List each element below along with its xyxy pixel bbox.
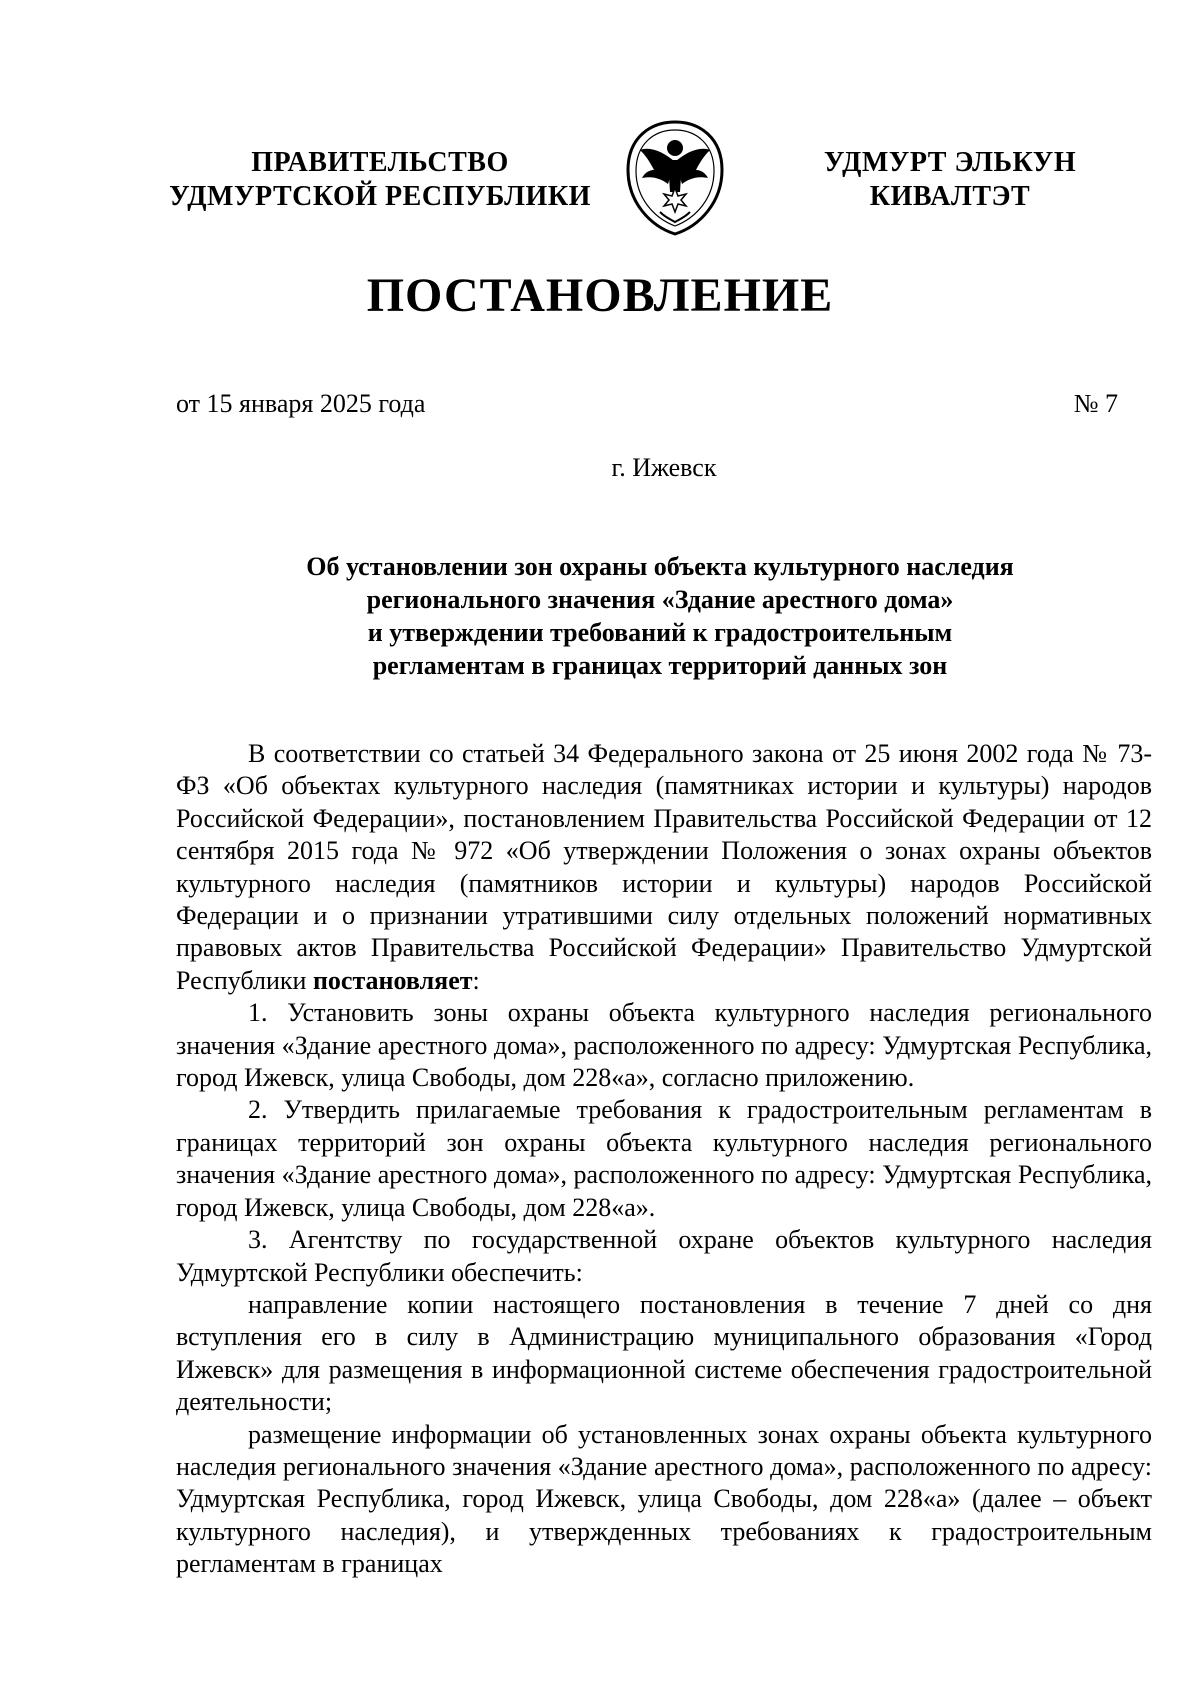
subject-line-3: и утверждении требований к градостроительным bbox=[367, 618, 953, 647]
paragraph-1: 1. Установить зоны охраны объекта культурного наследия регионального значения «Здание арестного дома», расположенного по адресу: Удмуртская Республика, город Ижевск, улица Свободы, дом 228«а», согласно приложению. bbox=[176, 998, 1152, 1093]
preamble-text: В соответствии со статьей 34 Федерального закона от 25 июня 2002 года № 73-ФЗ «Об объектах культурного наследия (памятниках истории и культуры) народов Российской Федерации», постановлением Правительства Российской Федерации от 12 сентября 2015 года № 972 «Об утверждении Положения о зонах охраны объектов культурного наследия (памятников истории и культуры) народов Российской Федерации и о признании утратившими силу отдельных положений нормативных правовых актов Правительства Российской Федерации» Правительство Удмуртской Республики bbox=[176, 739, 1152, 995]
document-subject bbox=[240, 550, 1080, 682]
document-date: от 15 января 2025 года bbox=[176, 389, 426, 418]
government-name-line-1: ПРАВИТЕЛЬСТВО bbox=[251, 147, 509, 178]
paragraph-5: размещение информации об установленных зонах охраны объекта культурного наследия регионального значения «Здание арестного дома», расположенного по адресу: Удмуртская Республика, город Ижевск, улица Свободы, дом 228«а» (далее – объект культурного наследия), и утвержденных требованиях к градостроительным регламентам в границах bbox=[176, 1419, 1152, 1579]
subject-line-4: регламентам в границах территорий данных зон bbox=[372, 651, 948, 680]
government-name-udmurt-line-1: УДМУРТ ЭЛЬКУН bbox=[823, 147, 1077, 178]
preamble-paragraph bbox=[176, 738, 1152, 997]
paragraph-4: направление копии настоящего постановления в течение 7 дней со дня вступления его в силу в Администрацию муниципального образования «Город Ижевск» для размещения в информационной системе обеспечения градостроительной деятельности; bbox=[176, 1289, 1152, 1417]
government-name-udmurt-line-2: КИВАЛТЭТ bbox=[869, 181, 1031, 212]
document-number: № 7 bbox=[1073, 389, 1118, 418]
government-name-russian bbox=[160, 146, 600, 214]
document-city: г. Ижевск bbox=[611, 453, 717, 482]
government-name-line-2: УДМУРТСКОЙ РЕСПУБЛИКИ bbox=[169, 181, 591, 212]
preamble-resolution-word: постановляет bbox=[312, 965, 473, 995]
subject-line-1: Об установлении зон охраны объекта культурного наследия bbox=[306, 552, 1014, 581]
government-name-udmurt bbox=[800, 146, 1100, 214]
subject-line-2: регионального значения «Здание арестного дома» bbox=[366, 585, 954, 614]
coat-of-arms-icon bbox=[620, 118, 730, 238]
preamble-colon: : bbox=[472, 965, 480, 995]
document-body bbox=[176, 738, 1152, 1581]
paragraph-2: 2. Утвердить прилагаемые требования к градостроительным регламентам в границах территорий зон охраны объекта культурного наследия регионального значения «Здание арестного дома», расположенного по адресу: Удмуртская Республика, город Ижевск, улица Свободы, дом 228«а». bbox=[176, 1095, 1152, 1222]
paragraph-3: 3. Агентству по государственной охране объектов культурного наследия Удмуртской Республики обеспечить: bbox=[176, 1225, 1152, 1287]
document-title: ПОСТАНОВЛЕНИЕ bbox=[366, 269, 834, 322]
